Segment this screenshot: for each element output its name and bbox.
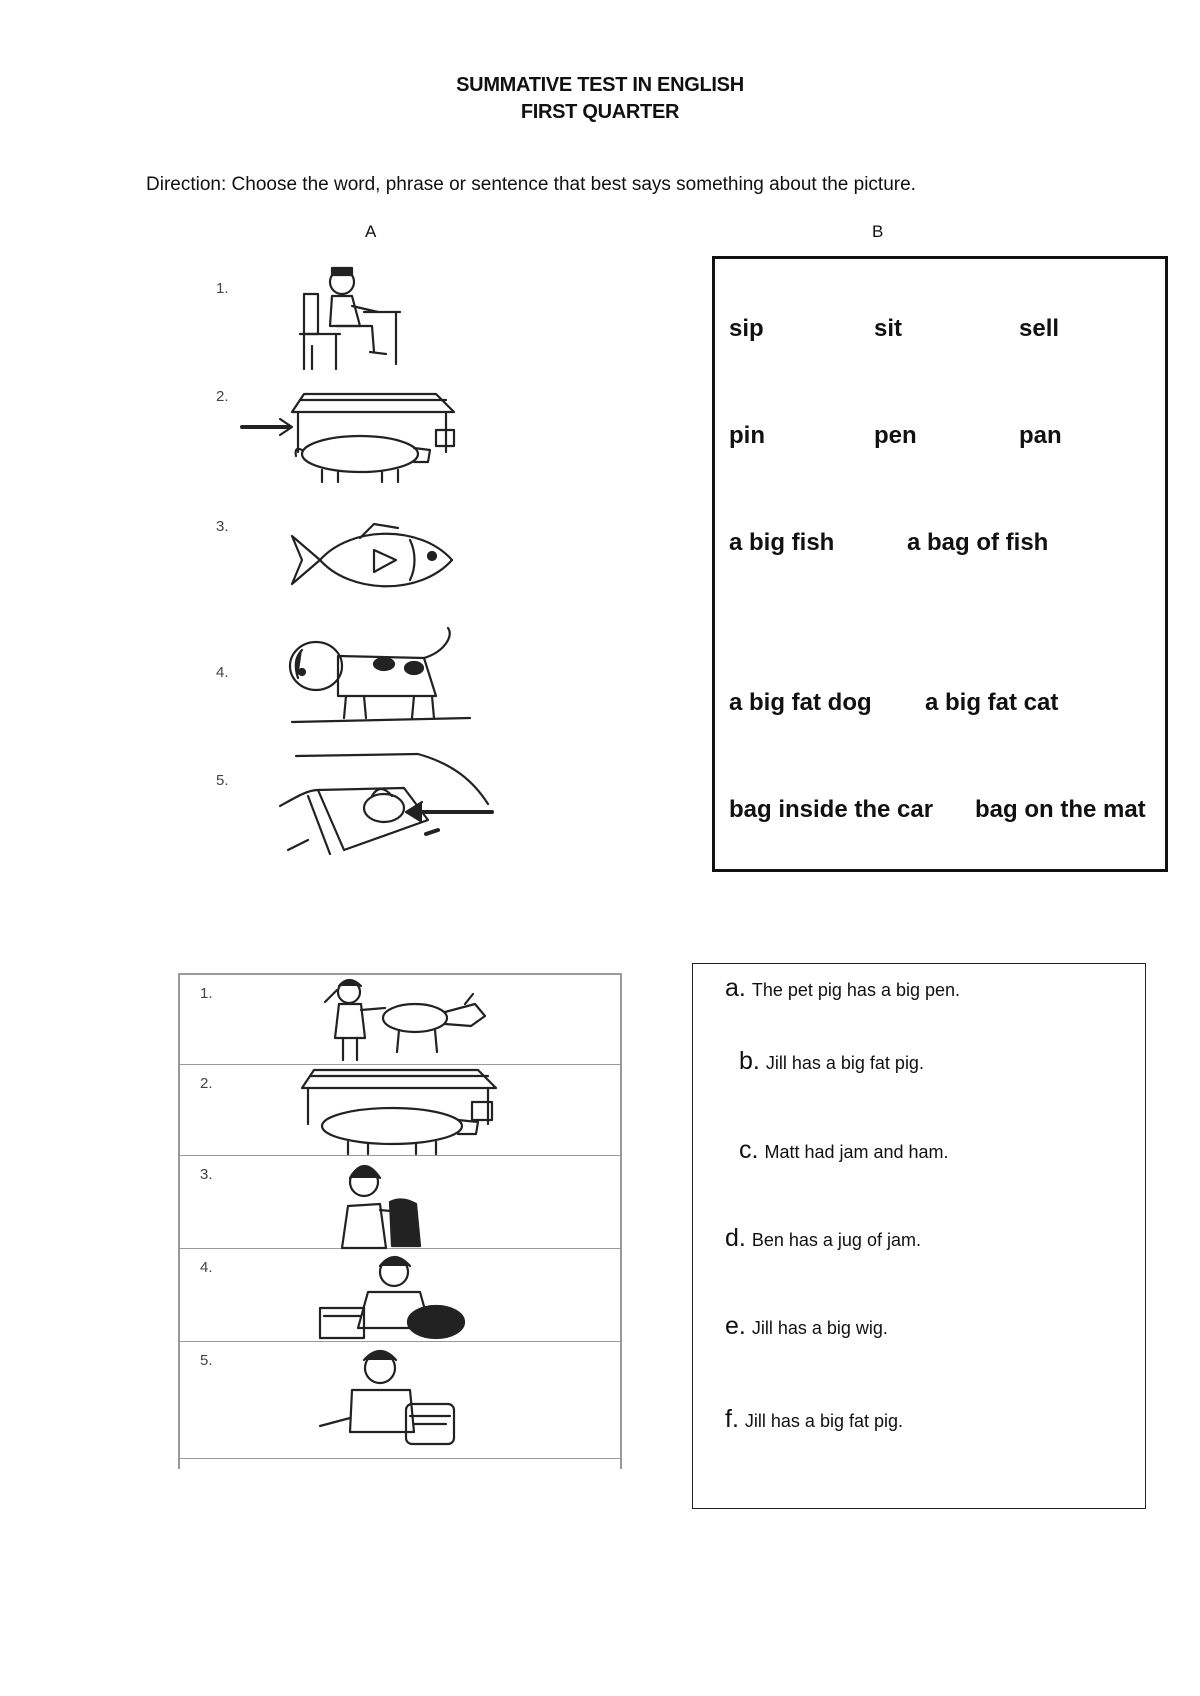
item-number: 5. (200, 1352, 213, 1369)
item-number: 4. (216, 664, 229, 681)
girl-with-wig-icon (330, 1160, 440, 1252)
item-number: 3. (216, 518, 229, 535)
sentence-choice[interactable] (725, 1405, 903, 1434)
choice-letter: c. (739, 1136, 759, 1164)
sentence-text: The pet pig has a big pen. (751, 980, 961, 1000)
choice-letter: d. (725, 1224, 746, 1252)
page-title: SUMMATIVE TEST IN ENGLISH (456, 74, 744, 96)
sentence-choice[interactable] (725, 974, 960, 1003)
choice-letter: a. (725, 974, 746, 1002)
choice-word[interactable]: pin (729, 422, 765, 449)
item-number: 5. (216, 772, 229, 789)
choice-phrase[interactable]: bag inside the car (729, 796, 934, 823)
direction-text: Direction: Choose the word, phrase or sentence that best says something about the picture. (146, 174, 916, 195)
choice-letter: e. (725, 1312, 746, 1340)
column-b-heading: B (872, 222, 884, 241)
sentence-text: Ben has a jug of jam. (751, 1230, 921, 1250)
item-number: 1. (216, 280, 229, 297)
bag-in-car-icon (278, 750, 498, 860)
page-subtitle: FIRST QUARTER (520, 101, 680, 123)
column-a-heading: A (365, 222, 377, 241)
choice-word[interactable]: sit (874, 315, 903, 342)
choice-word[interactable]: sip (729, 315, 764, 342)
sentence-choice[interactable] (725, 1224, 921, 1253)
choice-phrase[interactable]: a big fat cat (925, 689, 1059, 716)
item-number: 3. (200, 1166, 213, 1183)
boy-with-jam-icon (318, 1252, 468, 1344)
girl-with-pig-icon (305, 976, 495, 1064)
choice-word[interactable]: sell (1019, 315, 1060, 342)
sentences-box (692, 963, 1146, 1509)
choices-box (712, 256, 1168, 872)
item-number: 2. (200, 1075, 213, 1092)
sentence-choice[interactable] (725, 1312, 888, 1341)
choice-word[interactable]: pan (1019, 422, 1062, 449)
choice-phrase[interactable]: bag on the mat (975, 796, 1146, 823)
boy-with-jug-icon (310, 1346, 470, 1452)
item-number: 2. (216, 388, 229, 405)
choice-letter: b. (739, 1047, 760, 1075)
choice-word[interactable]: pen (874, 422, 917, 449)
sentence-choice[interactable] (739, 1047, 924, 1076)
sentence-text: Jill has a big wig. (751, 1318, 888, 1338)
choice-letter: f. (725, 1405, 739, 1433)
sentence-choice[interactable] (739, 1136, 949, 1165)
fish-icon (290, 520, 460, 600)
dog-icon (284, 626, 474, 726)
boy-sitting-icon (290, 264, 430, 374)
sentence-text: Matt had jam and ham. (764, 1142, 949, 1162)
choice-phrase[interactable]: a bag of fish (907, 529, 1049, 556)
sentence-text: Jill has a big fat pig. (765, 1053, 924, 1073)
item-number: 1. (200, 985, 213, 1002)
pig-pen-icon (292, 1068, 512, 1158)
choice-phrase[interactable]: a big fat dog (729, 689, 872, 716)
choice-phrase[interactable]: a big fish (729, 529, 835, 556)
pig-pen-icon (240, 392, 470, 490)
item-number: 4. (200, 1259, 213, 1276)
sentence-text: Jill has a big fat pig. (744, 1411, 903, 1431)
